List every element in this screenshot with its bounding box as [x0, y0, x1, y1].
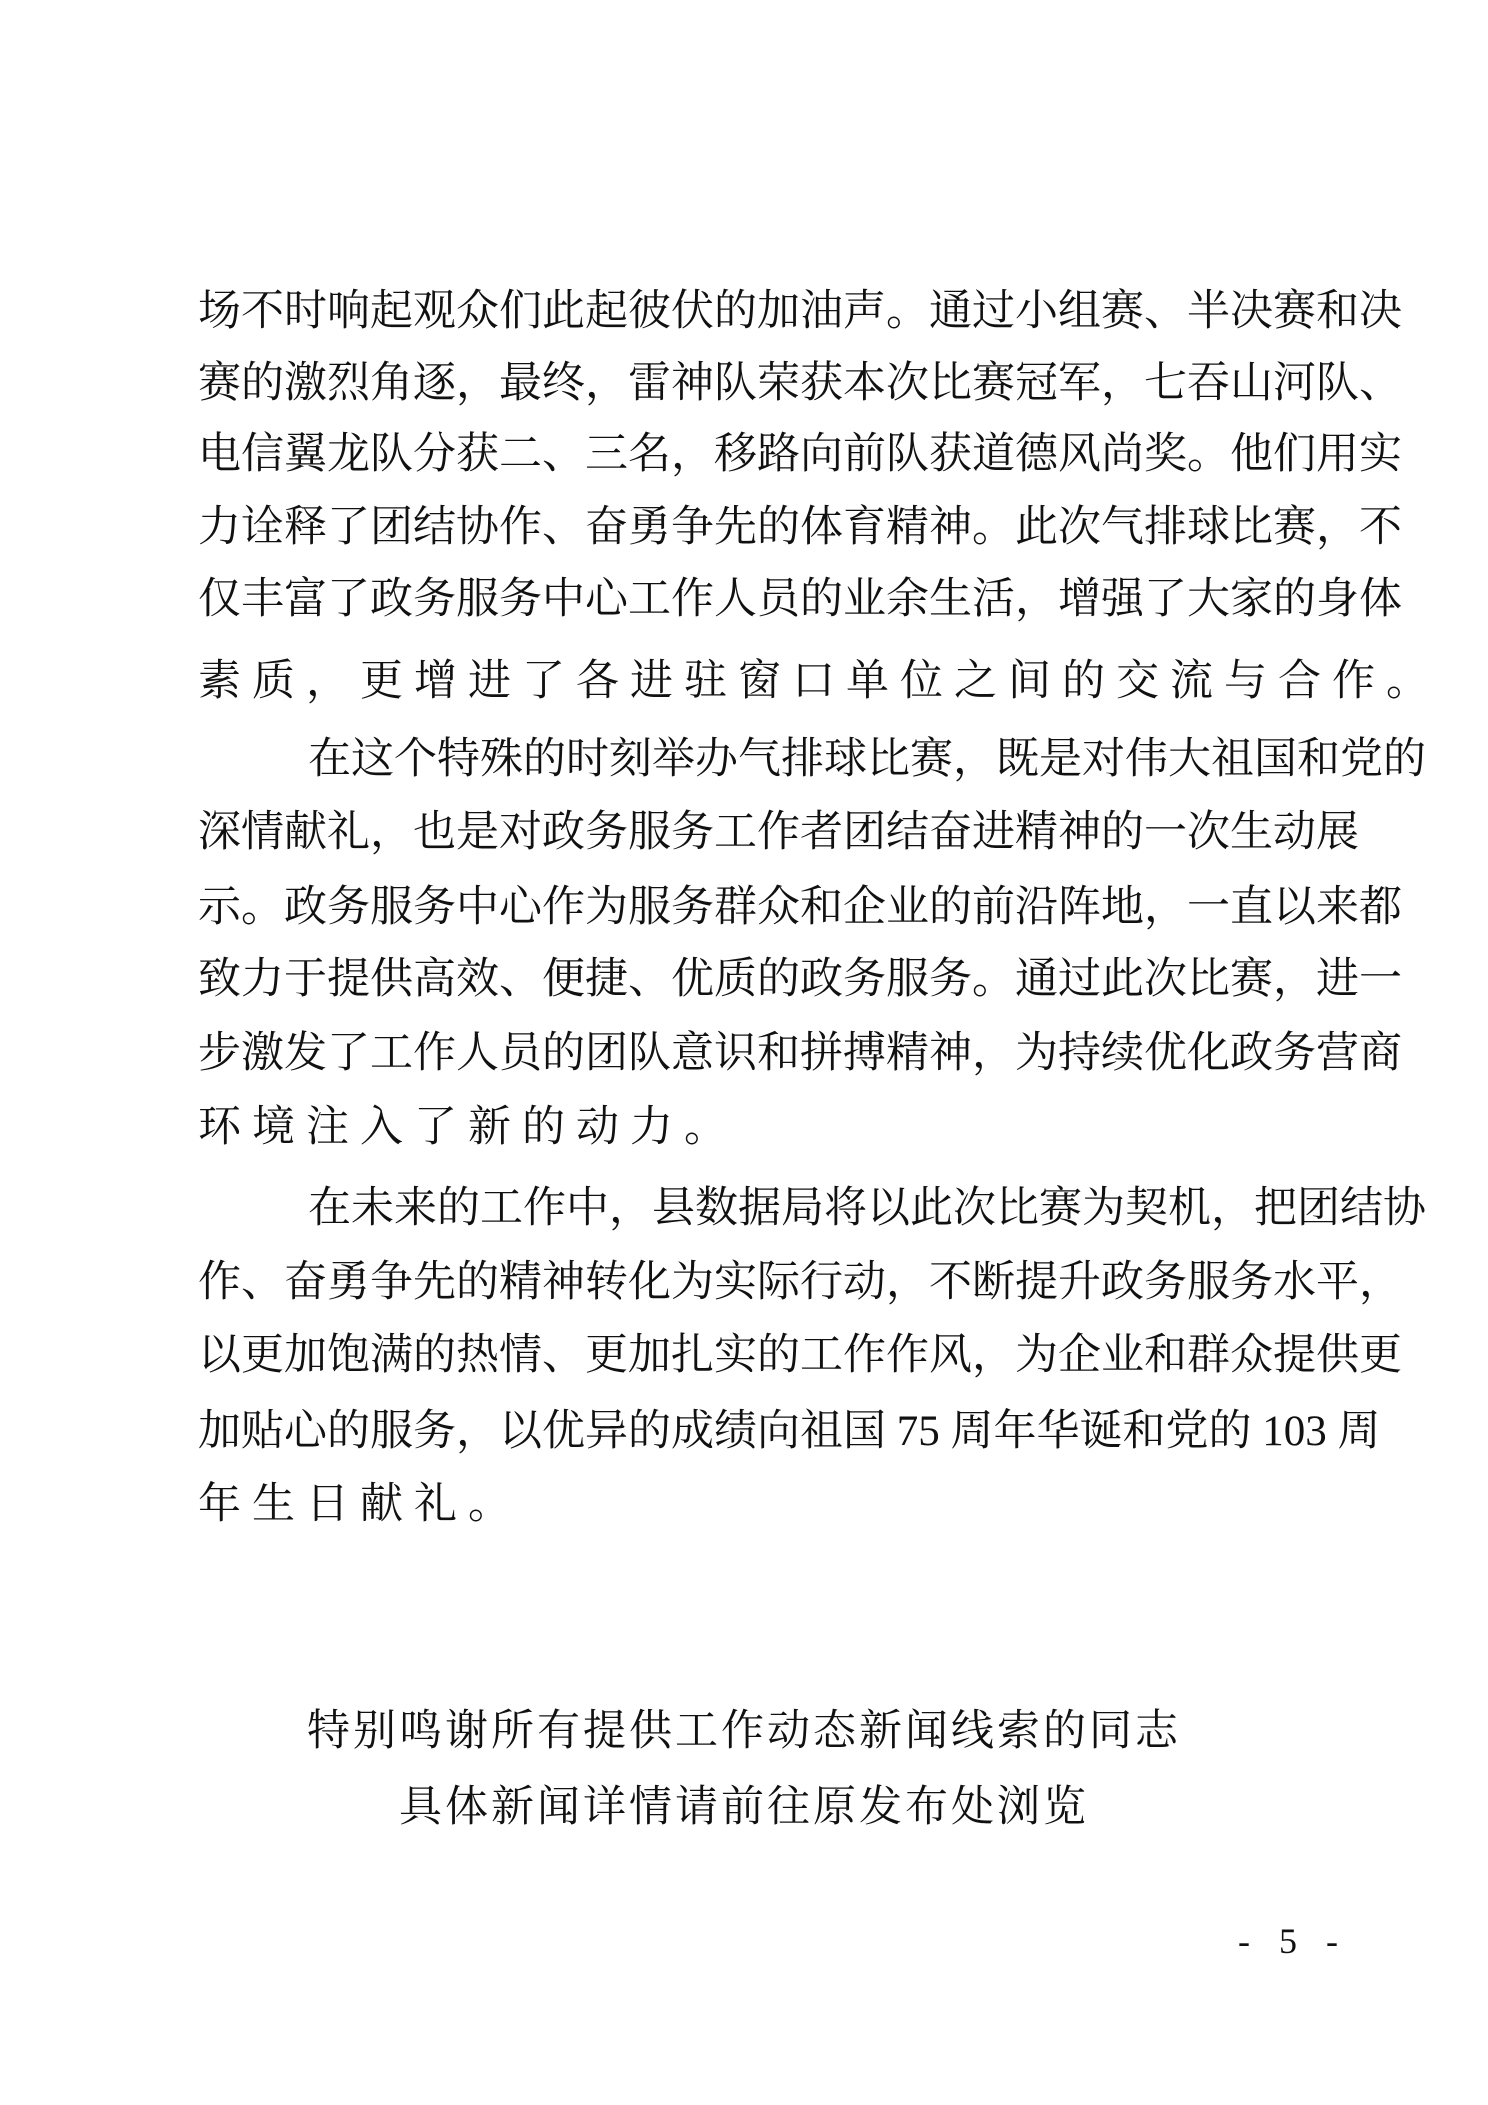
text-line: 赛的激烈角逐，最终，雷神队荣获本次比赛冠军，七吞山河队、	[198, 360, 1402, 407]
page-number: - 5 -	[1238, 1921, 1348, 1961]
text-line: 步激发了工作人员的团队意识和拼搏精神，为持续优化政务营商	[198, 1030, 1402, 1077]
text-line: 场不时响起观众们此起彼伏的加油声。通过小组赛、半决赛和决	[198, 288, 1402, 335]
text-line: 以更加饱满的热情、更加扎实的工作作风，为企业和群众提供更	[198, 1332, 1402, 1379]
text-line: 环境注入了新的动力。	[198, 1104, 738, 1151]
text-line: 力诠释了团结协作、奋勇争先的体育精神。此次气排球比赛，不	[198, 504, 1402, 551]
text-line: 电信翼龙队分获二、三名，移路向前队获道德风尚奖。他们用实	[198, 431, 1402, 478]
text-line: 示。政务服务中心作为服务群众和企业的前沿阵地，一直以来都	[198, 884, 1402, 931]
text-line: 年生日献礼。	[198, 1481, 522, 1528]
text-line: 深情献礼，也是对政务服务工作者团结奋进精神的一次生动展	[198, 809, 1359, 856]
acknowledgement-text: 特别鸣谢所有提供工作动态新闻线索的同志	[307, 1708, 1181, 1755]
text-line: 素质，更增进了各进驻窗口单位之间的交流与合作。	[198, 658, 1440, 705]
text-line: 致力于提供高效、便捷、优质的政务服务。通过此次比赛，进一	[198, 956, 1402, 1003]
text-line: 仅丰富了政务服务中心工作人员的业余生活，增强了大家的身体	[198, 576, 1402, 623]
text-line: 作、奋勇争先的精神转化为实际行动，不断提升政务服务水平，	[198, 1259, 1402, 1306]
text-line: 在这个特殊的时刻举办气排球比赛，既是对伟大祖国和党的	[308, 736, 1426, 783]
source-note: 具体新闻详情请前往原发布处浏览	[399, 1784, 1089, 1831]
text-line: 在未来的工作中，县数据局将以此次比赛为契机，把团结协	[308, 1185, 1426, 1232]
text-line: 加贴心的服务，以优异的成绩向祖国 75 周年华诞和党的 103 周	[198, 1408, 1381, 1455]
